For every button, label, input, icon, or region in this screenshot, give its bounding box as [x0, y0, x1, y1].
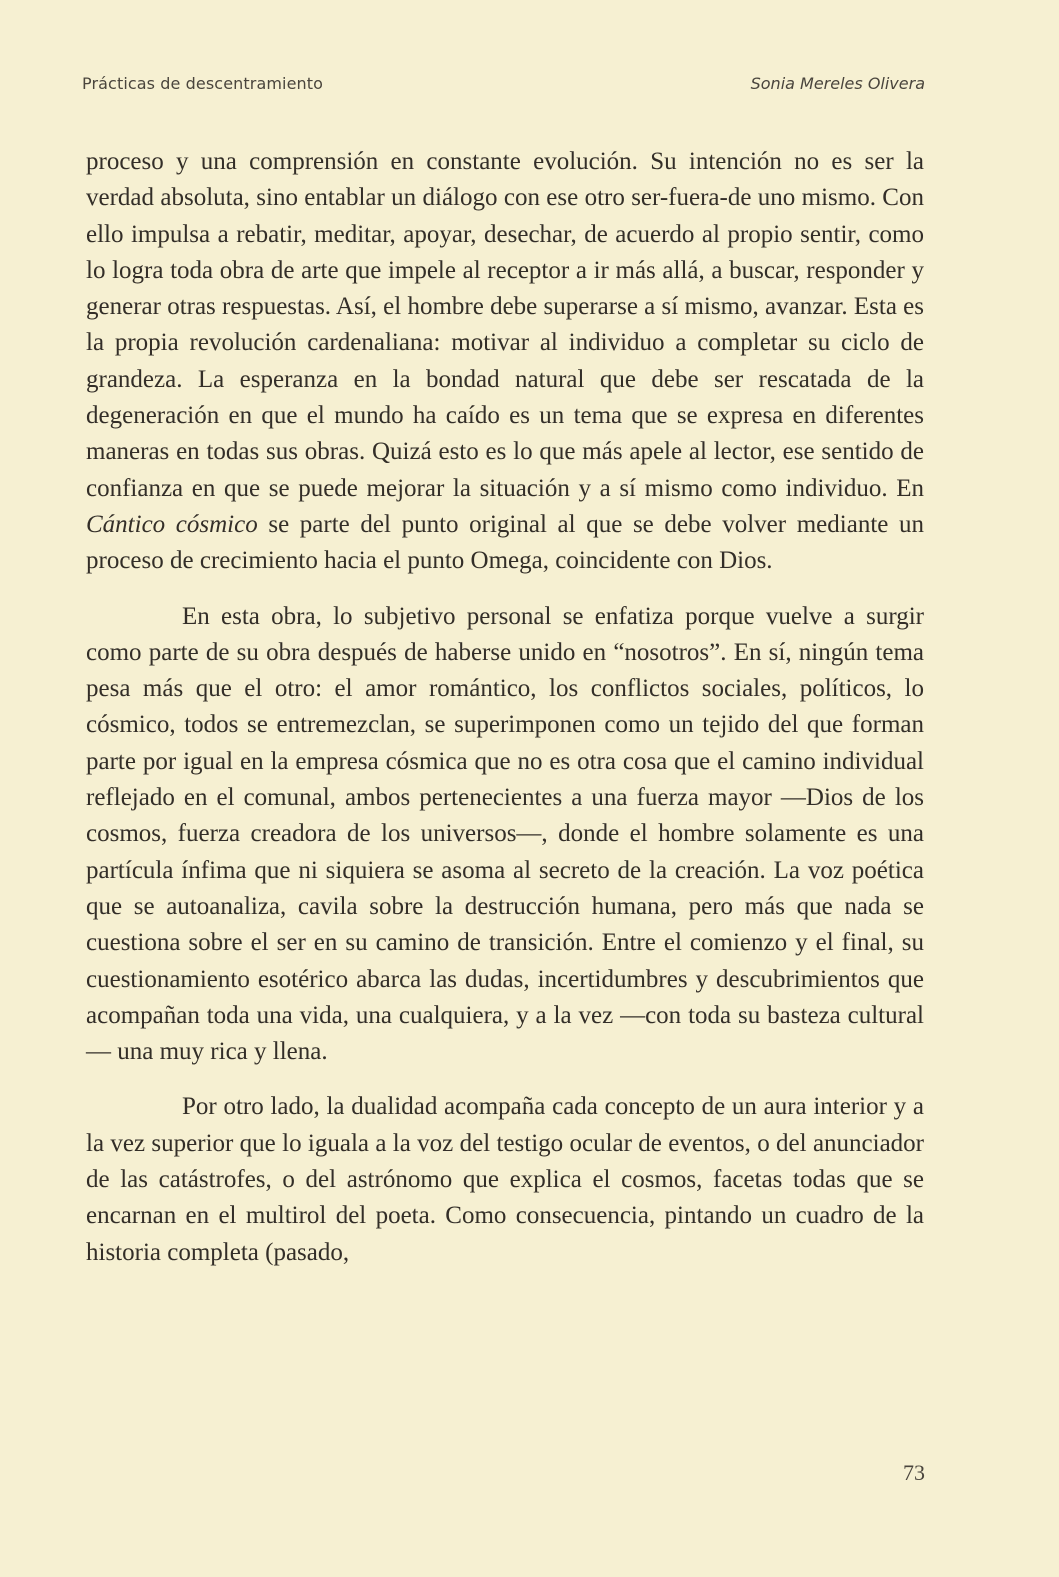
header-book-title: Prácticas de descentramiento — [82, 74, 324, 93]
page-number: 73 — [903, 1460, 925, 1485]
body-text — [86, 144, 924, 1271]
paragraph-1 — [86, 144, 924, 580]
running-header — [82, 74, 925, 98]
paragraph-1-text: proceso y una comprensión en constante evolución. Su intención no es ser la verdad absoluta, sino entablar un diálogo con ese otro ser-fuera-de uno mismo. Con ello impulsa a rebatir, meditar, apoyar, desechar, de acuerdo al propio sentir, como lo logra toda obra de arte que impele al receptor a ir más allá, a buscar, responder y generar otras respuestas. Así, el hombre debe superarse a sí mismo, avanzar. Esta es la propia revolución cardenaliana: motivar al individuo a completar su ciclo de grandeza. La esperanza en la bondad natural que debe ser rescatada de la degeneración en que el mundo ha caído es un tema que se expresa en diferentes maneras en todas sus obras. Quizá esto es lo que más apele al lector, ese sentido de confianza en que se puede mejorar la situación y a sí mismo como individuo. En — [86, 148, 924, 502]
paragraph-2: En esta obra, lo subjetivo personal se enfatiza porque vuelve a surgir como parte de su obra después de haberse unido en “nosotros”. En sí, ningún tema pesa más que el otro: el amor romántico, los conflictos sociales, políticos, lo cósmico, todos se entremezclan, se superimponen como un tejido del que forman parte por igual en la empresa cósmica que no es otra cosa que el camino individual reflejado en el comunal, ambos pertenecientes a una fuerza mayor —Dios de los cosmos, fuerza creadora de los universos—, donde el hombre solamente es una partícula ínfima que ni siquiera se asoma al secreto de la creación. La voz poética que se autoanaliza, cavila sobre la destrucción humana, pero más que nada se cuestiona sobre el ser en su camino de transición. Entre el comienzo y el final, su cuestionamiento esotérico abarca las dudas, incertidumbres y descubrimientos que acompañan toda una vida, una cualquiera, y a la vez —con toda su basteza cultural— una muy rica y llena. — [86, 602, 924, 1066]
header-author: Sonia Mereles Olivera — [750, 74, 925, 93]
paragraph-1-end: se parte del punto original al que se debe volver mediante un proceso de crecimiento hacia el punto Omega, coincidente con Dios. — [86, 510, 924, 575]
paragraph-3: Por otro lado, la dualidad acompaña cada concepto de un aura interior y a la vez superior que lo iguala a la voz del testigo ocular de eventos, o del anunciador de las catástrofes, o del astrónomo que explica el cosmos, facetas todas que se encarnan en el multirol del poeta. Como consecuencia, pintando un cuadro de la historia completa (pasado, — [86, 1093, 924, 1266]
work-title: Cántico cósmico — [86, 510, 258, 538]
